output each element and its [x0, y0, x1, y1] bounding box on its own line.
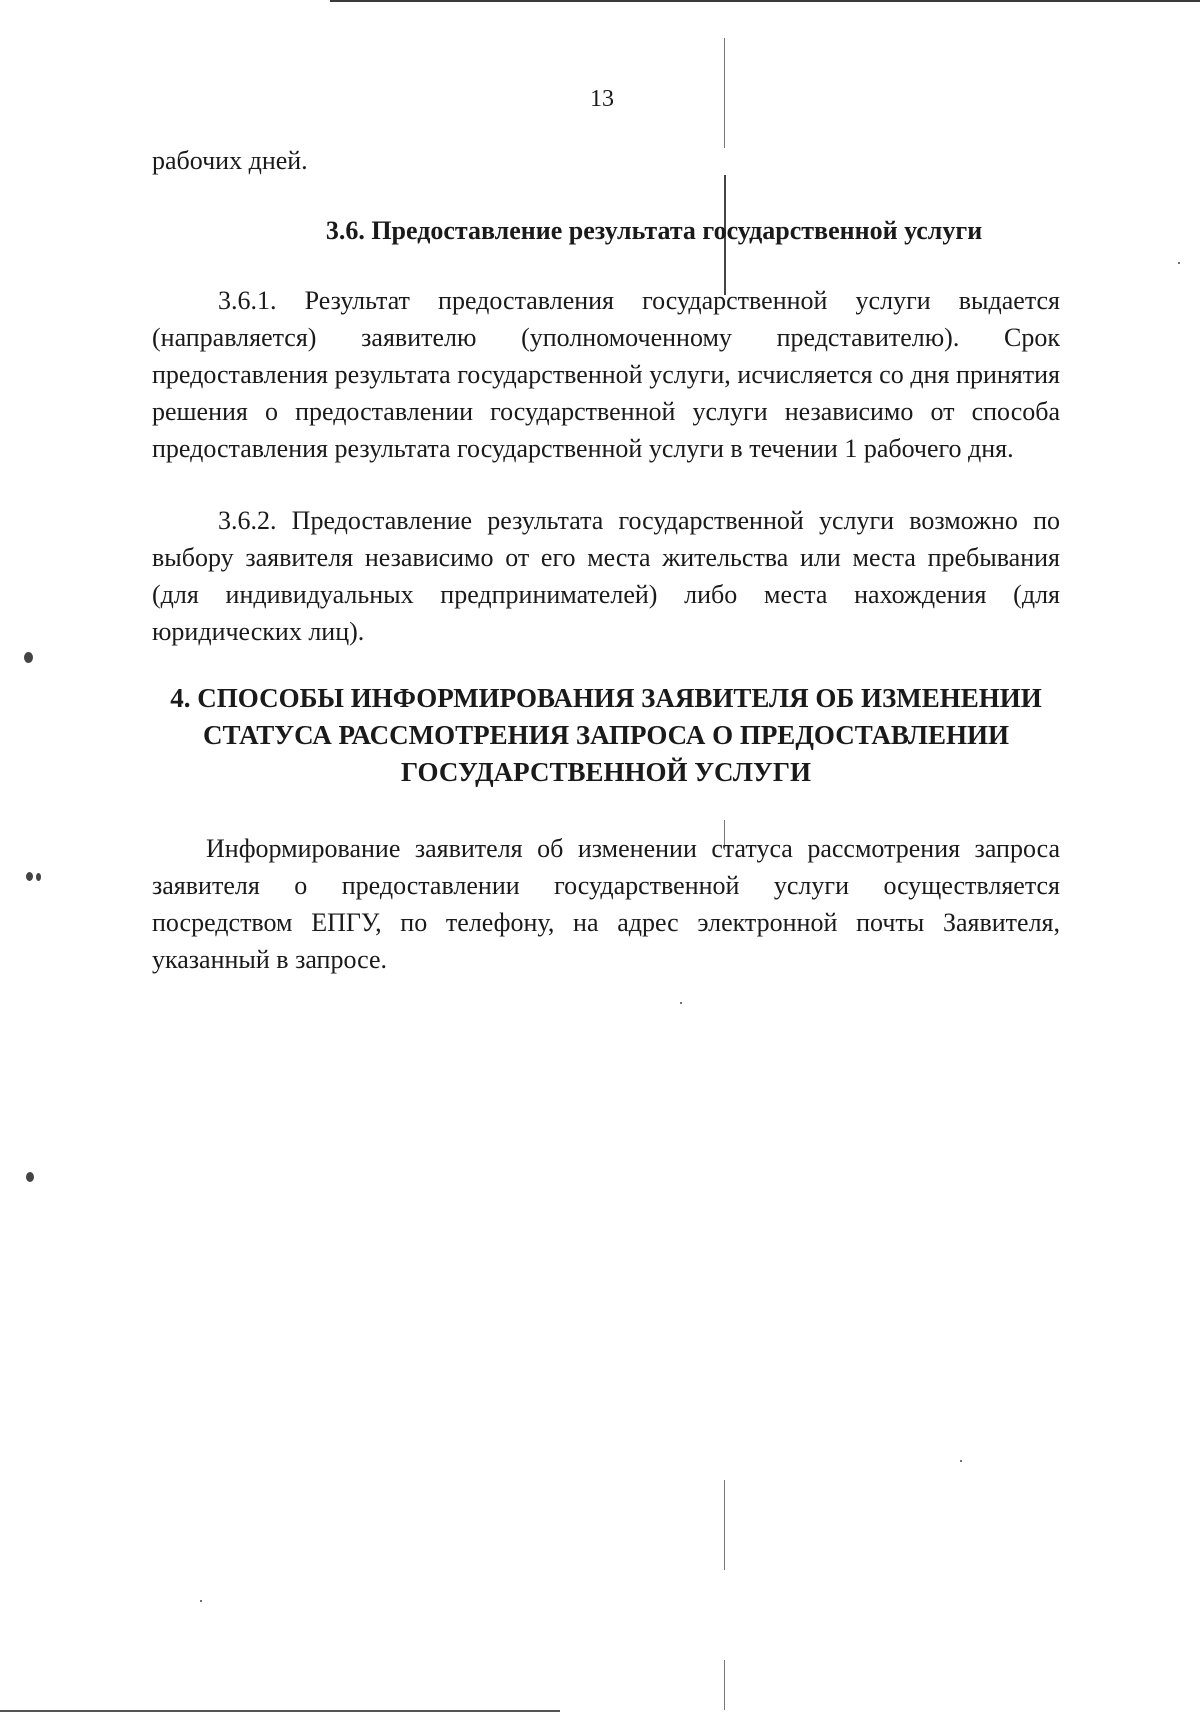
section-4-paragraph: Информирование заявителя об изменении статуса рассмотрения запроса заявителя о предоставлении государственной услуги осуществляется посредством ЕПГУ, по телефону, на адрес электронной почты Заявителя, указанный в запросе.: [152, 834, 1060, 974]
scan-speck: [960, 1460, 962, 1462]
scan-edge-top: [330, 0, 1200, 2]
section-4-heading: 4. СПОСОБЫ ИНФОРМИРОВАНИЯ ЗАЯВИТЕЛЯ ОБ ИЗМЕНЕНИИ СТАТУСА РАССМОТРЕНИЯ ЗАПРОСА О ПРЕДОСТАВЛЕНИИ ГОСУДАРСТВЕННОЙ УСЛУГИ: [170, 683, 1042, 787]
fold-line: [724, 38, 725, 148]
continuation-text: рабочих дней.: [152, 146, 308, 175]
scan-speck: [36, 873, 41, 881]
scan-speck: [26, 1172, 34, 1182]
scan-speck: [26, 872, 33, 881]
fold-line: [724, 1660, 725, 1710]
fold-line: [724, 1480, 725, 1570]
scan-speck: [680, 1002, 682, 1004]
scan-speck: [1178, 262, 1180, 264]
subsection-heading: 3.6. Предоставление результата государственной услуги: [325, 216, 983, 245]
paragraph-3-6-2: 3.6.2. Предоставление результата государственной услуги возможно по выбору заявителя независимо от его места жительства или места пребывания (для индивидуальных предпринимателей) либо места нахождения (для юридических лиц).: [152, 506, 1060, 646]
page-number: 13: [590, 86, 614, 112]
scan-speck: [24, 652, 33, 663]
scan-edge-bottom: [0, 1710, 560, 1712]
scan-speck: [200, 1600, 202, 1602]
paragraph-3-6-1: 3.6.1. Результат предоставления государственной услуги выдается (направляется) заявителю (уполномоченному представителю). Срок предоставления результата государственной услуги, исчисляется со дня принятия решения о предоставлении государственной услуги независимо от способа предоставления результата государственной услуги в течении 1 рабочего дня.: [152, 286, 1060, 463]
